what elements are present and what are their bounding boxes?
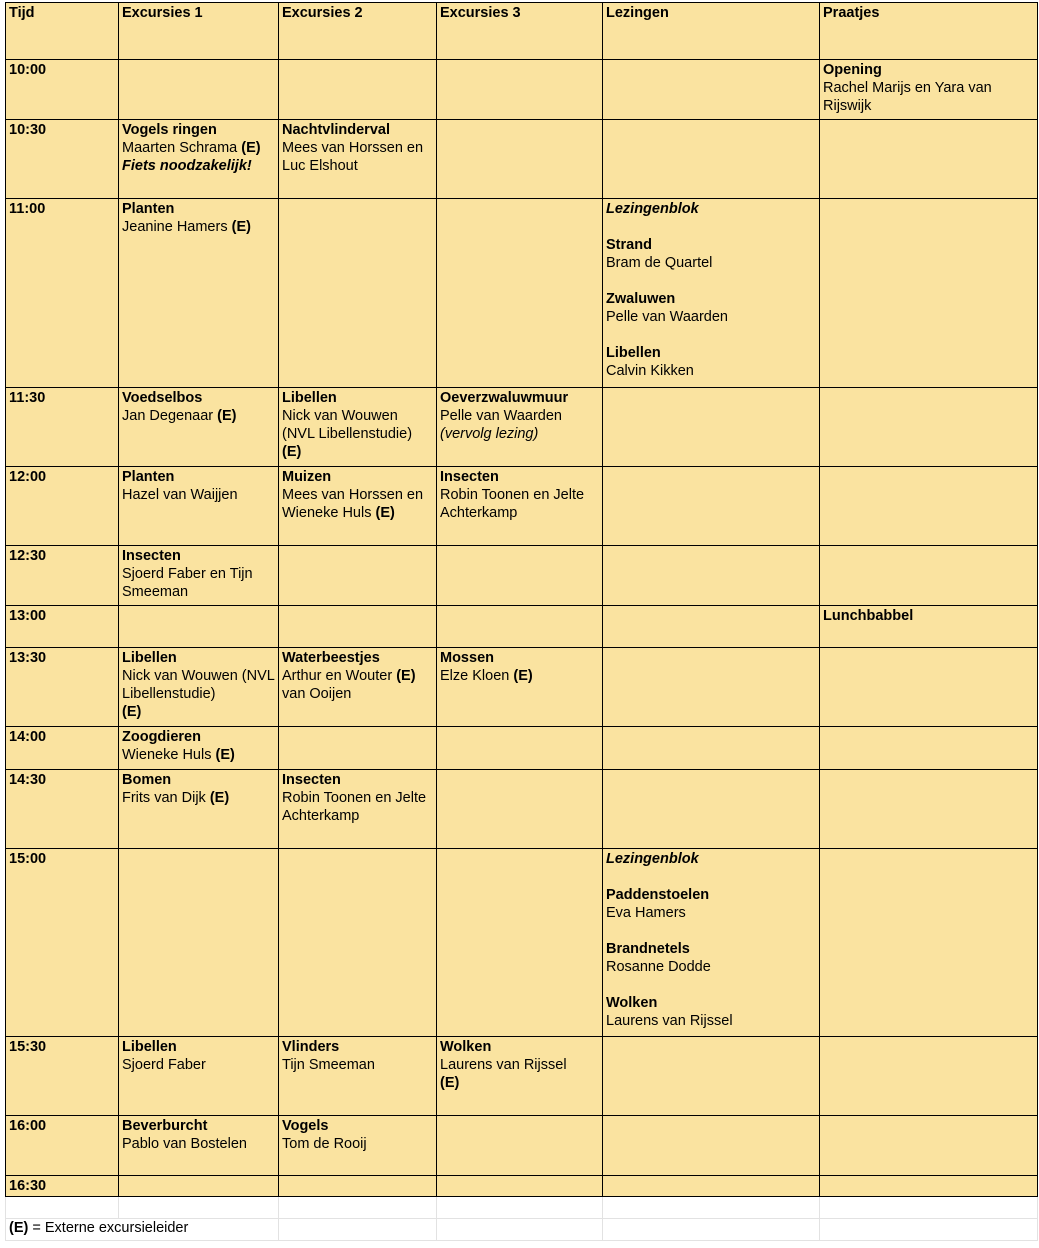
praatjes-cell[interactable] [820, 1037, 1038, 1116]
lezingen-cell[interactable] [603, 1116, 820, 1176]
session-leader: Jan Degenaar [122, 408, 214, 424]
session-note: Fiets noodzakelijk! [122, 158, 252, 174]
table-row [6, 849, 1038, 1037]
lecture-title: Zwaluwen [606, 291, 676, 307]
table-row [6, 1176, 1038, 1197]
excursies-2-cell[interactable] [279, 1176, 437, 1197]
header-cell-tijd[interactable]: Tijd [6, 3, 119, 60]
lecture-title: Paddenstoelen [606, 887, 710, 903]
session-leader: Nick van Wouwen (NVL Libellenstudie) [282, 408, 413, 442]
excursies-3-cell[interactable] [437, 546, 603, 606]
excursies-3-cell[interactable] [437, 1116, 603, 1176]
excursies-1-cell[interactable] [119, 1037, 279, 1116]
session-title: Libellen [122, 650, 177, 666]
session-title: Vlinders [282, 1039, 340, 1055]
session-title: Insecten [282, 772, 341, 788]
external-marker: (E) [217, 408, 237, 424]
excursies-1-cell[interactable] [119, 546, 279, 606]
excursies-1-cell[interactable] [119, 467, 279, 546]
session-title: Vogels [282, 1118, 329, 1134]
excursies-1-cell[interactable] [119, 1116, 279, 1176]
excursies-3-cell[interactable] [437, 1176, 603, 1197]
lezingen-cell[interactable] [603, 727, 820, 770]
table-row [6, 648, 1038, 727]
session-title: Libellen [282, 390, 337, 406]
empty-cell[interactable] [437, 1197, 603, 1219]
praatjes-cell[interactable] [820, 849, 1038, 1037]
session-title: Lunchbabbel [823, 608, 914, 624]
excursies-3-cell[interactable] [437, 849, 603, 1037]
lecture-speaker: Calvin Kikken [606, 363, 694, 379]
time-cell[interactable]: 10:30 [6, 120, 119, 199]
praatjes-cell[interactable] [820, 199, 1038, 388]
header-row [6, 3, 1038, 60]
excursies-2-cell[interactable] [279, 1037, 437, 1116]
header-cell-excursies-1[interactable]: Excursies 1 [119, 3, 279, 60]
session-speakers: Rachel Marijs en Yara van Rijswijk [823, 80, 992, 114]
excursies-2-cell[interactable] [279, 648, 437, 727]
lezingen-cell[interactable] [603, 770, 820, 849]
session-title: Vogels ringen [122, 122, 217, 138]
lezingen-cell[interactable] [603, 1176, 820, 1197]
external-marker: (E) [282, 444, 302, 460]
session-leader: Sjoerd Faber en Tijn Smeeman [122, 566, 253, 600]
excursies-3-cell[interactable] [437, 648, 603, 727]
external-marker: (E) [396, 668, 416, 684]
lecture-block-label: Lezingenblok [606, 851, 699, 867]
session-leader: Robin Toonen en Jelte Achterkamp [282, 790, 427, 824]
praatjes-cell[interactable] [820, 60, 1038, 120]
header-cell-lezingen[interactable]: Lezingen [603, 3, 820, 60]
session-title: Wolken [440, 1039, 492, 1055]
praatjes-cell[interactable] [820, 648, 1038, 727]
session-leader: Mees van Horssen en Wieneke Huls [282, 487, 424, 521]
table-row [6, 1116, 1038, 1176]
session-title: Muizen [282, 469, 332, 485]
header-cell-excursies-2[interactable]: Excursies 2 [279, 3, 437, 60]
time-cell[interactable]: 11:00 [6, 199, 119, 388]
header-cell-praatjes[interactable]: Praatjes [820, 3, 1038, 60]
session-title: Zoogdieren [122, 729, 201, 745]
time-cell[interactable]: 12:00 [6, 467, 119, 546]
excursies-3-cell[interactable] [437, 388, 603, 467]
session-title: Opening [823, 62, 882, 78]
empty-cell[interactable] [279, 1197, 437, 1219]
session-leader: Elze Kloen [440, 668, 510, 684]
legend-text: = Externe excursieleider [28, 1220, 189, 1236]
lecture-speaker: Rosanne Dodde [606, 959, 711, 975]
excursies-1-cell[interactable] [119, 648, 279, 727]
praatjes-cell[interactable] [820, 1176, 1038, 1197]
praatjes-cell[interactable] [820, 388, 1038, 467]
empty-cell[interactable] [603, 1219, 820, 1241]
excursies-2-cell[interactable] [279, 1116, 437, 1176]
excursies-1-cell[interactable] [119, 60, 279, 120]
external-marker: (E) [513, 668, 533, 684]
praatjes-cell[interactable] [820, 770, 1038, 849]
session-leader: Jeanine Hamers [122, 219, 228, 235]
excursies-1-cell[interactable] [119, 388, 279, 467]
excursies-3-cell[interactable] [437, 467, 603, 546]
session-leader: Tom de Rooij [282, 1136, 367, 1152]
session-title: Oeverzwaluwmuur [440, 390, 569, 406]
session-leader: Laurens van Rijssel [440, 1057, 567, 1073]
time-cell[interactable]: 16:00 [6, 1116, 119, 1176]
lecture-block-label: Lezingenblok [606, 201, 699, 217]
excursies-3-cell[interactable] [437, 727, 603, 770]
excursies-2-cell[interactable] [279, 467, 437, 546]
session-title: Libellen [122, 1039, 177, 1055]
session-leader: Wieneke Huls [122, 747, 212, 763]
table-row [6, 199, 1038, 388]
session-title: Planten [122, 469, 175, 485]
session-note: (vervolg lezing) [440, 426, 539, 442]
lecture-speaker: Laurens van Rijssel [606, 1013, 733, 1029]
session-title: Mossen [440, 650, 494, 666]
empty-cell[interactable] [603, 1197, 820, 1219]
session-leader: Tijn Smeeman [282, 1057, 375, 1073]
empty-cell[interactable] [820, 1219, 1038, 1241]
lezingen-cell[interactable] [603, 199, 820, 388]
time-cell[interactable]: 11:30 [6, 388, 119, 467]
time-cell[interactable]: 15:30 [6, 1037, 119, 1116]
excursies-2-cell[interactable] [279, 546, 437, 606]
empty-cell[interactable] [119, 1197, 279, 1219]
table-row [6, 770, 1038, 849]
session-leader: Hazel van Waijjen [122, 487, 238, 503]
session-title: Planten [122, 201, 175, 217]
excursies-1-cell[interactable] [119, 199, 279, 388]
session-leader: Mees van Horssen en Luc Elshout [282, 140, 424, 174]
lezingen-cell[interactable] [603, 60, 820, 120]
table-row [6, 120, 1038, 199]
schedule-table [5, 2, 1038, 1241]
external-marker: (E) [440, 1075, 460, 1091]
empty-cell[interactable] [279, 1219, 437, 1241]
time-cell[interactable]: 13:00 [6, 606, 119, 648]
lezingen-cell[interactable] [603, 120, 820, 199]
time-cell[interactable]: 14:30 [6, 770, 119, 849]
lezingen-cell[interactable] [603, 467, 820, 546]
session-leader: Arthur en Wouter [282, 668, 393, 684]
excursies-2-cell[interactable] [279, 199, 437, 388]
excursies-2-cell[interactable] [279, 849, 437, 1037]
empty-cell[interactable] [437, 1219, 603, 1241]
excursies-3-cell[interactable] [437, 120, 603, 199]
time-cell[interactable]: 12:30 [6, 546, 119, 606]
excursies-2-cell[interactable] [279, 727, 437, 770]
excursies-3-cell[interactable] [437, 770, 603, 849]
excursies-3-cell[interactable] [437, 1037, 603, 1116]
praatjes-cell[interactable] [820, 546, 1038, 606]
table-row [6, 546, 1038, 606]
time-cell[interactable]: 10:00 [6, 60, 119, 120]
session-leader: Pelle van Waarden [440, 408, 562, 424]
session-leader: Pablo van Bostelen [122, 1136, 247, 1152]
table-row [6, 388, 1038, 467]
lecture-title: Strand [606, 237, 652, 253]
excursies-3-cell[interactable] [437, 199, 603, 388]
empty-row [6, 1197, 1038, 1219]
time-cell[interactable]: 16:30 [6, 1176, 119, 1197]
time-cell[interactable]: 15:00 [6, 849, 119, 1037]
legend-key: (E) [9, 1220, 29, 1236]
table-row [6, 1037, 1038, 1116]
excursies-1-cell[interactable] [119, 770, 279, 849]
external-marker: (E) [231, 219, 251, 235]
excursies-1-cell[interactable] [119, 727, 279, 770]
praatjes-cell[interactable] [820, 606, 1038, 648]
excursies-2-cell[interactable] [279, 606, 437, 648]
session-leader-rest: van Ooijen [282, 686, 352, 702]
empty-cell[interactable] [6, 1197, 119, 1219]
lezingen-cell[interactable] [603, 648, 820, 727]
lecture-title: Libellen [606, 345, 661, 361]
external-marker: (E) [375, 505, 395, 521]
lezingen-cell[interactable] [603, 606, 820, 648]
time-cell[interactable]: 14:00 [6, 727, 119, 770]
table-row [6, 727, 1038, 770]
excursies-2-cell[interactable] [279, 120, 437, 199]
excursies-2-cell[interactable] [279, 60, 437, 120]
session-leader: Robin Toonen en Jelte Achterkamp [440, 487, 585, 521]
session-title: Insecten [122, 548, 181, 564]
praatjes-cell[interactable] [820, 467, 1038, 546]
excursies-2-cell[interactable] [279, 388, 437, 467]
table-row [6, 606, 1038, 648]
session-title: Bomen [122, 772, 172, 788]
lecture-title: Wolken [606, 995, 658, 1011]
external-marker: (E) [241, 140, 261, 156]
session-title: Insecten [440, 469, 499, 485]
lezingen-cell[interactable] [603, 388, 820, 467]
excursies-1-cell[interactable] [119, 120, 279, 199]
session-leader: Nick van Wouwen (NVL Libellenstudie) [122, 668, 275, 702]
lezingen-cell[interactable] [603, 1037, 820, 1116]
session-title: Nachtvlinderval [282, 122, 390, 138]
lecture-speaker: Eva Hamers [606, 905, 686, 921]
table-row [6, 60, 1038, 120]
lezingen-cell[interactable] [603, 849, 820, 1037]
session-leader: Sjoerd Faber [122, 1057, 206, 1073]
table-row [6, 467, 1038, 546]
excursies-2-cell[interactable] [279, 770, 437, 849]
excursies-3-cell[interactable] [437, 606, 603, 648]
legend-cell[interactable] [6, 1219, 279, 1241]
external-marker: (E) [215, 747, 235, 763]
session-title: Beverburcht [122, 1118, 208, 1134]
session-title: Voedselbos [122, 390, 203, 406]
excursies-1-cell[interactable] [119, 849, 279, 1037]
lecture-title: Brandnetels [606, 941, 690, 957]
praatjes-cell[interactable] [820, 120, 1038, 199]
excursies-1-cell[interactable] [119, 606, 279, 648]
excursies-3-cell[interactable] [437, 60, 603, 120]
header-cell-excursies-3[interactable]: Excursies 3 [437, 3, 603, 60]
session-title: Waterbeestjes [282, 650, 380, 666]
lecture-speaker: Bram de Quartel [606, 255, 713, 271]
external-marker: (E) [122, 704, 142, 720]
lecture-speaker: Pelle van Waarden [606, 309, 728, 325]
empty-cell[interactable] [820, 1197, 1038, 1219]
excursies-1-cell[interactable] [119, 1176, 279, 1197]
praatjes-cell[interactable] [820, 727, 1038, 770]
legend-row [6, 1219, 1038, 1241]
lezingen-cell[interactable] [603, 546, 820, 606]
session-leader: Frits van Dijk [122, 790, 206, 806]
external-marker: (E) [209, 790, 230, 806]
praatjes-cell[interactable] [820, 1116, 1038, 1176]
time-cell[interactable]: 13:30 [6, 648, 119, 727]
session-leader: Maarten Schrama [122, 140, 238, 156]
